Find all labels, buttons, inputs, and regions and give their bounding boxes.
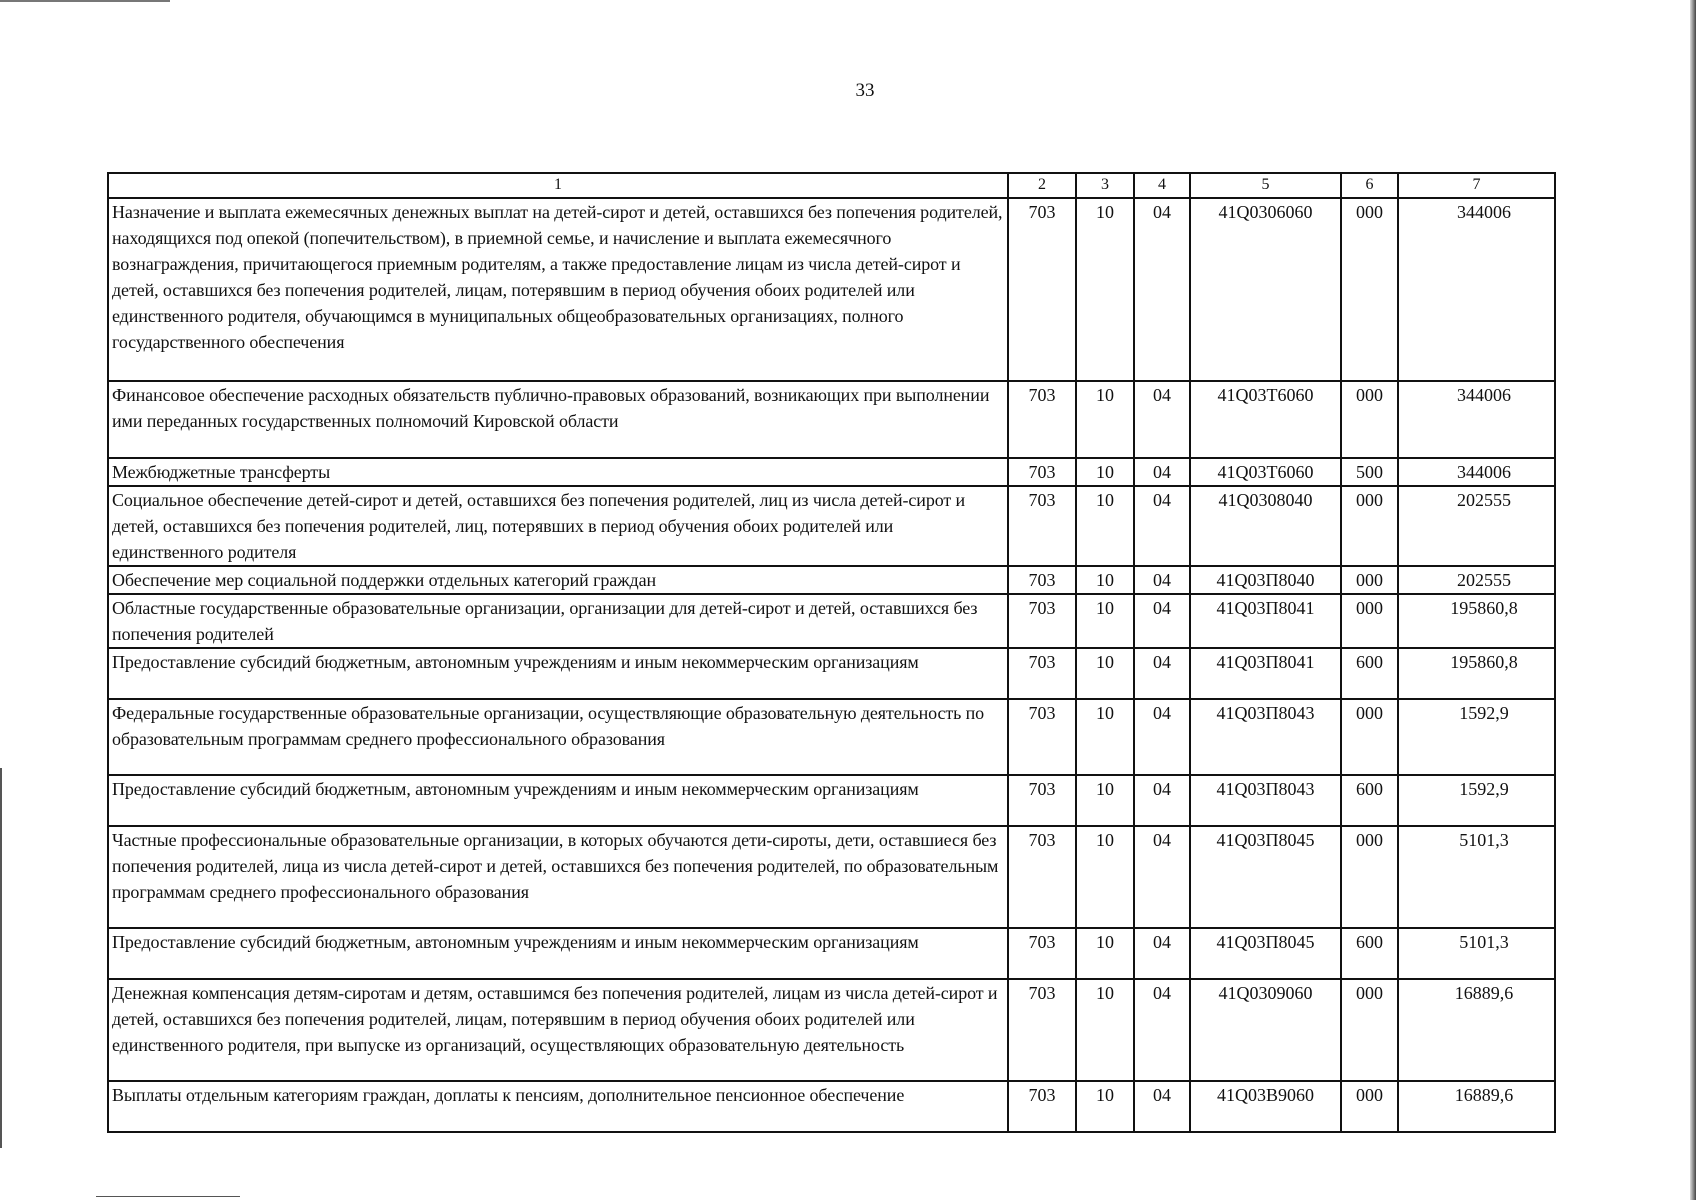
row-expense-type-cell: 600 — [1341, 648, 1398, 699]
row-target-article-cell: 41Q03П8041 — [1190, 594, 1341, 648]
header-cell: 6 — [1341, 173, 1398, 198]
row-subsection-cell: 04 — [1134, 775, 1190, 826]
table-row — [108, 979, 1555, 1081]
row-subsection-cell: 04 — [1134, 928, 1190, 979]
row-code-cell: 703 — [1008, 594, 1076, 648]
row-name-cell: Частные профессиональные образовательные организации, в которых обучаются дети-сироты, дети, оставшиеся без попечения родителей, лица из числа детей-сирот и детей, оставшихся без попечения родителей, по образовательным программам среднего профессионального образования — [108, 826, 1008, 928]
row-amount-cell: 16889,6 — [1398, 1081, 1555, 1132]
header-cell: 5 — [1190, 173, 1341, 198]
row-name-cell: Финансовое обеспечение расходных обязательств публично-правовых образований, возникающих при выполнении ими переданных государственных полномочий Кировской области — [108, 381, 1008, 458]
row-code-cell: 703 — [1008, 486, 1076, 566]
row-name-cell: Областные государственные образовательные организации, организации для детей-сирот и детей, оставшихся без попечения родителей — [108, 594, 1008, 648]
table-row — [108, 928, 1555, 979]
row-amount-cell: 344006 — [1398, 381, 1555, 458]
row-expense-type-cell: 600 — [1341, 928, 1398, 979]
row-name-cell: Социальное обеспечение детей-сирот и детей, оставшихся без попечения родителей, лиц из числа детей-сирот и детей, оставшихся без попечения родителей, лиц, потерявших в период обучения обоих родителей или единственного родителя — [108, 486, 1008, 566]
header-cell: 3 — [1076, 173, 1134, 198]
header-cell: 7 — [1398, 173, 1555, 198]
row-expense-type-cell: 000 — [1341, 594, 1398, 648]
row-section-cell: 10 — [1076, 775, 1134, 826]
row-code-cell: 703 — [1008, 826, 1076, 928]
row-code-cell: 703 — [1008, 1081, 1076, 1132]
row-target-article-cell: 41Q03В9060 — [1190, 1081, 1341, 1132]
table-row — [108, 566, 1555, 594]
table-row — [108, 775, 1555, 826]
row-code-cell: 703 — [1008, 381, 1076, 458]
row-expense-type-cell: 000 — [1341, 198, 1398, 381]
row-subsection-cell: 04 — [1134, 1081, 1190, 1132]
row-expense-type-cell: 000 — [1341, 1081, 1398, 1132]
row-code-cell: 703 — [1008, 566, 1076, 594]
row-target-article-cell: 41Q03Т6060 — [1190, 381, 1341, 458]
row-target-article-cell: 41Q03П8040 — [1190, 566, 1341, 594]
table-row — [108, 381, 1555, 458]
row-subsection-cell: 04 — [1134, 699, 1190, 775]
row-amount-cell: 195860,8 — [1398, 594, 1555, 648]
row-subsection-cell: 04 — [1134, 198, 1190, 381]
row-target-article-cell: 41Q03П8043 — [1190, 699, 1341, 775]
row-amount-cell: 344006 — [1398, 458, 1555, 486]
scan-edge-bottom — [96, 1196, 240, 1197]
row-section-cell: 10 — [1076, 928, 1134, 979]
row-name-cell: Предоставление субсидий бюджетным, автономным учреждениям и иным некоммерческим организациям — [108, 775, 1008, 826]
row-name-cell: Выплаты отдельным категориям граждан, доплаты к пенсиям, дополнительное пенсионное обеспечение — [108, 1081, 1008, 1132]
page-number: 33 — [855, 80, 875, 101]
row-subsection-cell: 04 — [1134, 594, 1190, 648]
row-amount-cell: 5101,3 — [1398, 928, 1555, 979]
row-subsection-cell: 04 — [1134, 979, 1190, 1081]
row-amount-cell: 16889,6 — [1398, 979, 1555, 1081]
row-code-cell: 703 — [1008, 699, 1076, 775]
row-expense-type-cell: 000 — [1341, 979, 1398, 1081]
row-target-article-cell: 41Q0306060 — [1190, 198, 1341, 381]
scan-edge-left — [0, 768, 2, 1148]
row-amount-cell: 202555 — [1398, 566, 1555, 594]
row-expense-type-cell: 000 — [1341, 566, 1398, 594]
row-expense-type-cell: 000 — [1341, 486, 1398, 566]
row-target-article-cell: 41Q0308040 — [1190, 486, 1341, 566]
row-name-cell: Межбюджетные трансферты — [108, 458, 1008, 486]
table-row — [108, 594, 1555, 648]
row-target-article-cell: 41Q03Т6060 — [1190, 458, 1341, 486]
scan-edge-right — [1690, 0, 1696, 1200]
table-row — [108, 699, 1555, 775]
row-amount-cell: 5101,3 — [1398, 826, 1555, 928]
row-section-cell: 10 — [1076, 979, 1134, 1081]
row-amount-cell: 195860,8 — [1398, 648, 1555, 699]
row-section-cell: 10 — [1076, 198, 1134, 381]
row-subsection-cell: 04 — [1134, 458, 1190, 486]
table-row — [108, 458, 1555, 486]
row-amount-cell: 202555 — [1398, 486, 1555, 566]
table-row — [108, 198, 1555, 381]
row-subsection-cell: 04 — [1134, 486, 1190, 566]
row-subsection-cell: 04 — [1134, 566, 1190, 594]
row-name-cell: Федеральные государственные образовательные организации, осуществляющие образовательную деятельность по образовательным программам среднего профессионального образования — [108, 699, 1008, 775]
row-section-cell: 10 — [1076, 566, 1134, 594]
row-section-cell: 10 — [1076, 699, 1134, 775]
row-subsection-cell: 04 — [1134, 381, 1190, 458]
row-name-cell: Назначение и выплата ежемесячных денежных выплат на детей-сирот и детей, оставшихся без попечения родителей, находящихся под опекой (попечительством), в приемной семье, и начисление и выплата ежемесячного вознаграждения, причитающегося приемным родителям, а также предоставление лицам из числа детей-сирот и детей, оставшихся без попечения родителей, лицам, потерявшим в период обучения обоих родителей или единственного родителя, обучающимся в муниципальных общеобразовательных организациях, полного государственного обеспечения — [108, 198, 1008, 381]
row-section-cell: 10 — [1076, 594, 1134, 648]
row-section-cell: 10 — [1076, 1081, 1134, 1132]
row-code-cell: 703 — [1008, 979, 1076, 1081]
row-target-article-cell: 41Q03П8043 — [1190, 775, 1341, 826]
row-code-cell: 703 — [1008, 198, 1076, 381]
row-subsection-cell: 04 — [1134, 826, 1190, 928]
row-expense-type-cell: 000 — [1341, 381, 1398, 458]
row-target-article-cell: 41Q03П8041 — [1190, 648, 1341, 699]
row-name-cell: Денежная компенсация детям-сиротам и детям, оставшимся без попечения родителей, лицам из числа детей-сирот и детей, оставшихся без попечения родителей, лицам, потерявшим в период обучения обоих родителей или единственного родителя, при выпуске из организаций, осуществляющих образовательную деятельность — [108, 979, 1008, 1081]
row-section-cell: 10 — [1076, 486, 1134, 566]
header-cell: 4 — [1134, 173, 1190, 198]
row-subsection-cell: 04 — [1134, 648, 1190, 699]
row-section-cell: 10 — [1076, 826, 1134, 928]
row-expense-type-cell: 000 — [1341, 699, 1398, 775]
row-amount-cell: 1592,9 — [1398, 775, 1555, 826]
row-code-cell: 703 — [1008, 775, 1076, 826]
row-code-cell: 703 — [1008, 458, 1076, 486]
budget-table — [107, 172, 1556, 1133]
table-row — [108, 486, 1555, 566]
row-code-cell: 703 — [1008, 928, 1076, 979]
header-cell: 2 — [1008, 173, 1076, 198]
table-header-row — [108, 173, 1555, 198]
row-expense-type-cell: 000 — [1341, 826, 1398, 928]
row-name-cell: Обеспечение мер социальной поддержки отдельных категорий граждан — [108, 566, 1008, 594]
scan-edge-top — [0, 0, 170, 2]
table-row — [108, 826, 1555, 928]
row-target-article-cell: 41Q03П8045 — [1190, 826, 1341, 928]
table-row — [108, 648, 1555, 699]
row-expense-type-cell: 500 — [1341, 458, 1398, 486]
row-target-article-cell: 41Q03П8045 — [1190, 928, 1341, 979]
row-target-article-cell: 41Q0309060 — [1190, 979, 1341, 1081]
row-name-cell: Предоставление субсидий бюджетным, автономным учреждениям и иным некоммерческим организациям — [108, 928, 1008, 979]
row-name-cell: Предоставление субсидий бюджетным, автономным учреждениям и иным некоммерческим организациям — [108, 648, 1008, 699]
row-section-cell: 10 — [1076, 458, 1134, 486]
row-expense-type-cell: 600 — [1341, 775, 1398, 826]
header-cell: 1 — [108, 173, 1008, 198]
row-section-cell: 10 — [1076, 648, 1134, 699]
row-amount-cell: 344006 — [1398, 198, 1555, 381]
row-section-cell: 10 — [1076, 381, 1134, 458]
table-row — [108, 1081, 1555, 1132]
row-code-cell: 703 — [1008, 648, 1076, 699]
row-amount-cell: 1592,9 — [1398, 699, 1555, 775]
